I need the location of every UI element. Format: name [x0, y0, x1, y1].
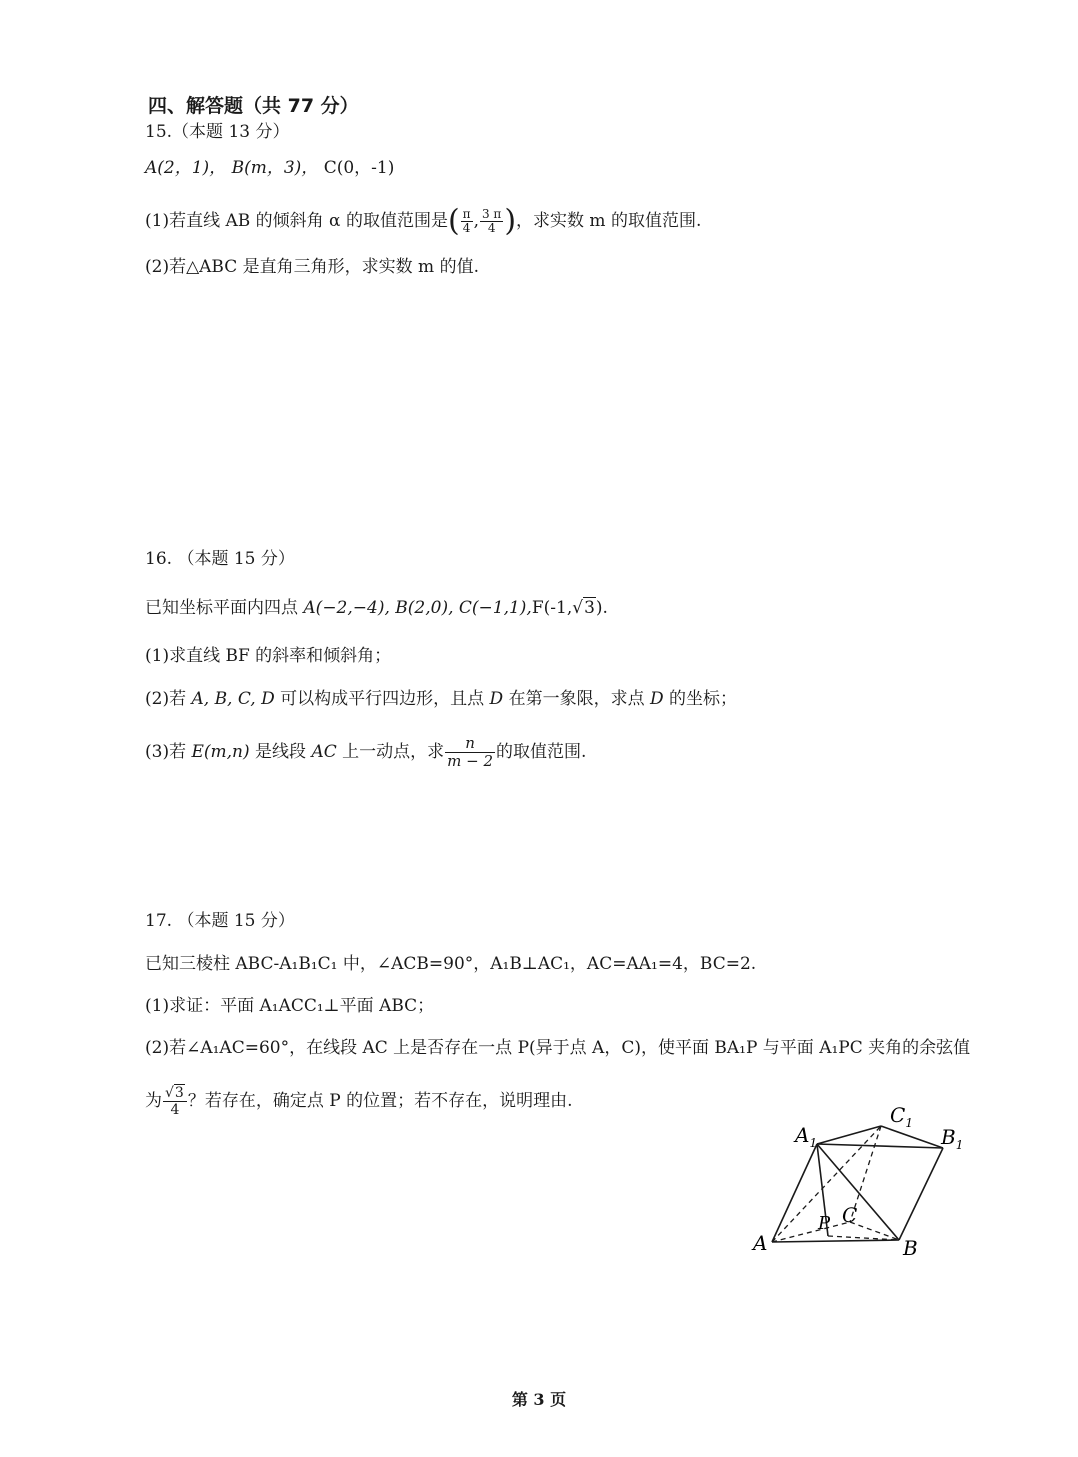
q16-header: 16. （本题 15 分）: [145, 549, 295, 569]
q15-point-c: C(0，-1): [323, 158, 395, 178]
q15-frac-3pi-4: $\frac{3 \pi}{4}$: [481, 207, 502, 235]
page-number: 第 3 页: [511, 1390, 567, 1409]
prism-figure: [745, 1100, 985, 1265]
label-b1: $B_1$: [941, 1125, 964, 1152]
edge-b1b: [899, 1148, 943, 1240]
label-b: B: [903, 1236, 918, 1260]
q16-frac-n-over-m-2: $\frac{n}{m - 2}$: [447, 734, 494, 770]
q16-intro: 已知坐标平面内四点 A(−2,−4), B(2,0), C(−1,1),F(-1,√3).: [145, 598, 608, 618]
section-title: 四、解答题（共 77 分）: [148, 95, 359, 117]
q17-header: 17. （本题 15 分）: [145, 911, 295, 931]
q16-part1: (1)求直线 BF 的斜率和倾斜角；: [145, 646, 392, 666]
edge-a1a: [772, 1144, 817, 1242]
edge-a1c1: [817, 1126, 881, 1144]
q15-header: 15.（本题 13 分）: [145, 122, 290, 142]
q17-part2-line2: 为 $\frac{√3}{4}$ ？若存在，确定点 P 的位置；若不存在，说明理由.: [145, 1085, 573, 1118]
q15-part1-suffix: ，求实数 m 的取值范围.: [516, 211, 702, 231]
q15-part1-prefix: (1)若直线 AB 的倾斜角 α 的取值范围是: [145, 211, 448, 231]
q16-part3: (3)若 E(m,n) 是线段 AC 上一动点，求 $\frac{n}{m - 2}$ 的取值范围.: [145, 734, 587, 770]
q17-intro: 已知三棱柱 ABC-A₁B₁C₁ 中，∠ACB=90°，A₁B⊥AC₁，AC=AA₁=4，BC=2.: [145, 954, 757, 974]
q15-part2: (2)若△ABC 是直角三角形，求实数 m 的值.: [145, 257, 479, 277]
q15-frac-pi-4: $\frac{\pi}{4}$: [462, 207, 471, 235]
right-paren: ): [504, 203, 517, 239]
label-c: C: [842, 1203, 858, 1227]
left-paren: (: [447, 203, 460, 239]
q17-part1: (1)求证：平面 A₁ACC₁⊥平面 ABC；: [145, 996, 435, 1016]
q17-part2-line1: (2)若∠A₁AC=60°，在线段 AC 上是否存在一点 P(异于点 A，C)，使平面 BA₁P 与平面 A₁PC 夹角的余弦值: [145, 1038, 971, 1058]
label-a1: $A_1$: [795, 1123, 818, 1150]
q15-part1: (1)若直线 AB 的倾斜角 α 的取值范围是( $\frac{\pi}{4}$ , $\frac{3 \pi}{4}$ )，求实数 m 的取值范围.: [145, 203, 702, 239]
q17-frac-sqrt3-over-4: $\frac{√3}{4}$: [163, 1085, 187, 1118]
sqrt-3: 3: [584, 598, 595, 618]
edge-ab: [772, 1240, 899, 1242]
q16-points: A(−2,−4), B(2,0), C(−1,1),: [303, 598, 532, 618]
q15-point-b: B(m，3)，: [231, 158, 319, 178]
edge-a1b1: [817, 1144, 943, 1148]
label-p: P: [818, 1213, 831, 1234]
label-a: A: [753, 1231, 768, 1255]
q15-points: [145, 157, 394, 179]
edge-ac-hidden: [772, 1222, 850, 1242]
q16-part2: (2)若 A, B, C, D 可以构成平行四边形，且点 D 在第一象限，求点 D 的坐标；: [145, 689, 738, 709]
label-c1: $C_1$: [890, 1103, 913, 1130]
q15-point-a: A(2，1)，: [145, 158, 227, 178]
